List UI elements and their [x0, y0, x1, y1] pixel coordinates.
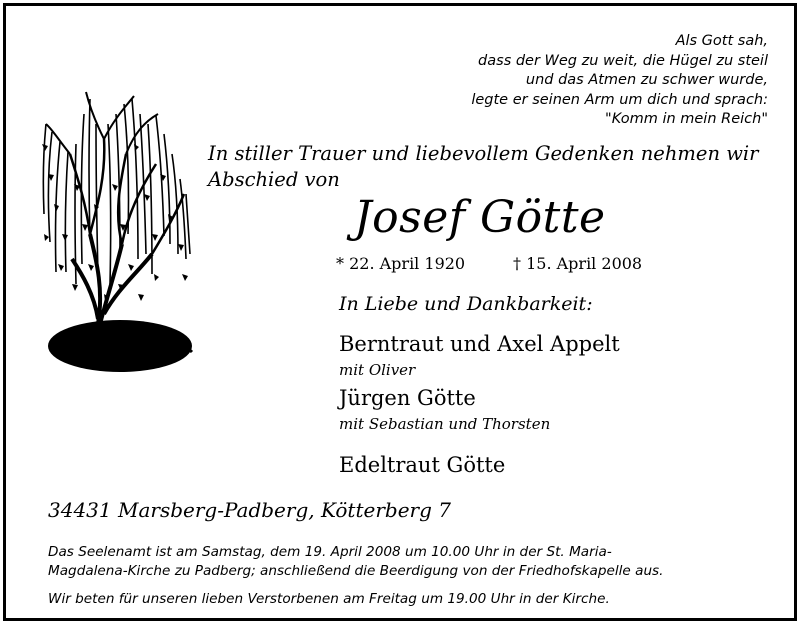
death-date: † 15. April 2008	[513, 254, 643, 273]
mourner-name: Edeltraut Götte	[339, 453, 506, 477]
service-info-line: Das Seelenamt ist am Samstag, dem 19. April 2008 um 10.00 Uhr in der St. Maria-	[48, 544, 612, 560]
poem	[471, 32, 768, 130]
mourner-sub: mit Sebastian und Thorsten	[339, 415, 551, 433]
deceased-name: Josef Götte	[354, 192, 606, 243]
obituary-notice	[3, 3, 797, 621]
address: 34431 Marsberg-Padberg, Kötterberg 7	[48, 498, 451, 522]
intro-line: Abschied von	[208, 168, 340, 191]
poem-line: Als Gott sah,	[675, 33, 768, 49]
weeping-willow-icon	[34, 84, 204, 384]
intro-text	[208, 141, 758, 193]
mourner-sub: mit Oliver	[339, 361, 416, 379]
prayer-info-line: Wir beten für unseren lieben Verstorbenen am Freitag um 19.00 Uhr in der Kirche.	[48, 591, 610, 607]
mourner-name: Berntraut und Axel Appelt	[339, 332, 620, 356]
poem-line: legte er seinen Arm um dich und sprach:	[471, 91, 768, 108]
mourner-name: Jürgen Götte	[339, 386, 476, 410]
thanks-heading: In Liebe und Dankbarkeit:	[339, 293, 593, 315]
service-info-line: Magdalena-Kirche zu Padberg; anschließend die Beerdigung von der Friedhofskapelle aus.	[48, 563, 664, 579]
poem-line: "Komm in mein Reich"	[605, 111, 768, 127]
poem-line: und das Atmen zu schwer wurde,	[525, 72, 768, 88]
birth-date: * 22. April 1920	[336, 254, 466, 273]
poem-line: dass der Weg zu weit, die Hügel zu steil	[478, 52, 768, 69]
intro-line: In stiller Trauer und liebevollem Gedenken nehmen wir	[208, 142, 759, 165]
